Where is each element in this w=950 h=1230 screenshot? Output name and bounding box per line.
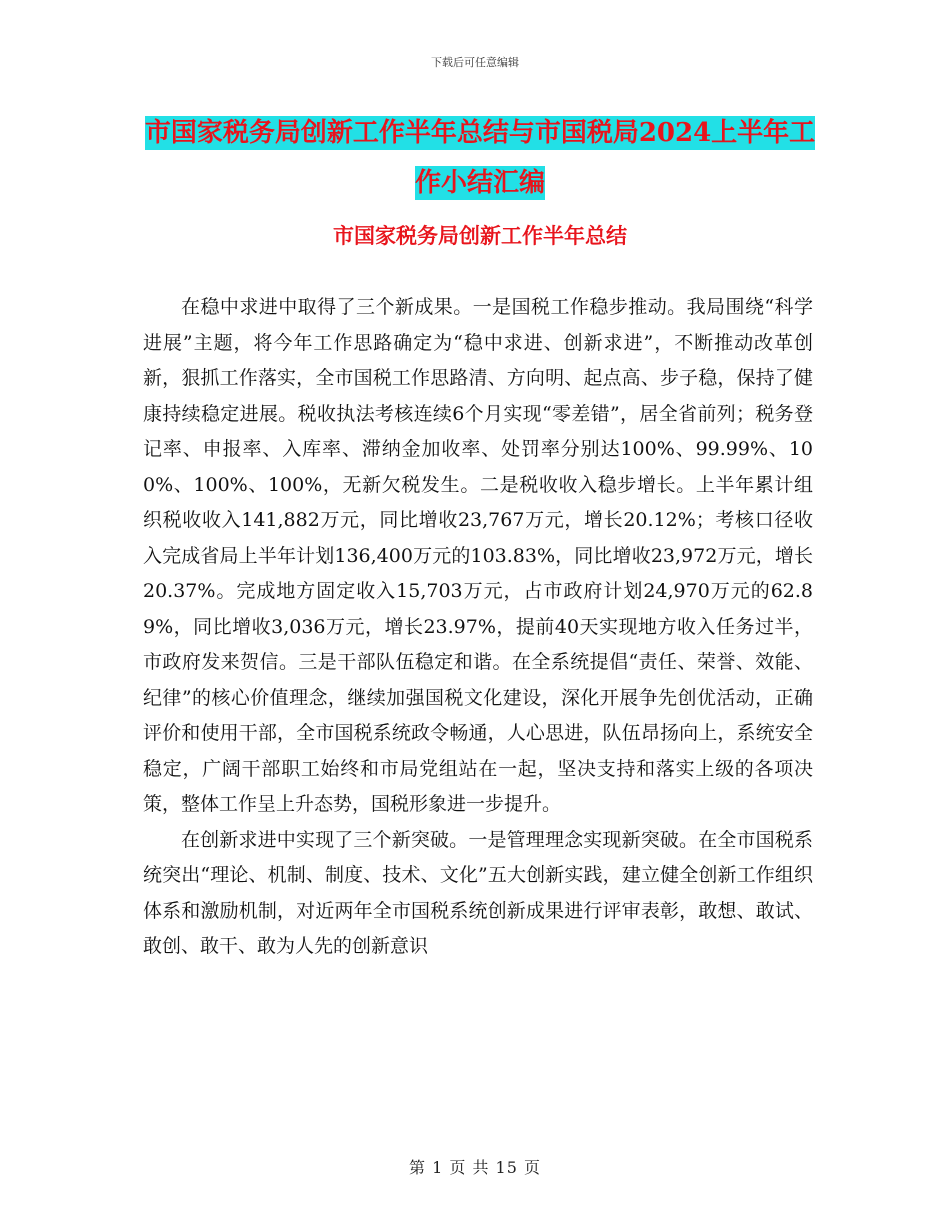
page-header: 下载后可任意编辑 bbox=[431, 56, 519, 69]
document-title-text: 市国家税务局创新工作半年总结与市国税局2024上半年工作小结汇编 bbox=[144, 118, 816, 198]
paragraph: 在稳中求进中取得了三个新成果。一是国税工作稳步推动。我局围绕“科学进展”主题，将今年工作思路确定为“稳中求进、创新求进”，不断推动改革创新，狠抓工作落实，全市国税工作思路清、方向明、起点高、步子稳，保持了健康持续稳定进展。税收执法考核连续6个月实现“零差错”，居全省前列；税务登记率、申报率、入库率、滞纳金加收率、处罚率分别达100%、99.99%、100%、100%、100%，无新欠税发生。二是税收收入稳步增长。上半年累计组织税收收入141,882万元，同比增收23,767万元，增长20.12%；考核口径收入完成省局上半年计划136,400万元的103.83%，同比增收23,972万元，增长20.37%。完成地方固定收入15,703万元，占市政府计划24,970万元的62.89%，同比增收3,036万元，增长23.97%，提前40天实现地方收入任务过半，市政府发来贺信。三是干部队伍稳定和谐。在全系统提倡“责任、荣誉、效能、纪律”的核心价值理念，继续加强国税文化建设，深化开展争先创优活动，正确评价和使用干部，全市国税系统政令畅通，人心思进，队伍昂扬向上，系统安全稳定，广阔干部职工始终和市局党组站在一起，坚决支持和落实上级的各项决策，整体工作呈上升态势，国税形象进一步提升。 bbox=[143, 296, 813, 815]
page-footer: 第 1 页 共 15 页 bbox=[409, 1158, 541, 1177]
document-title bbox=[140, 108, 820, 208]
paragraph: 在创新求进中实现了三个新突破。一是管理理念实现新突破。在全市国税系统突出“理论、机制、制度、技术、文化”五大创新实践，建立健全创新工作组织体系和激励机制，对近两年全市国税系统创新成果进行评审表彰，敢想、敢试、敢创、敢干、敢为人先的创新意识 bbox=[143, 828, 813, 957]
section-title: 市国家税务局创新工作半年总结 bbox=[333, 223, 627, 248]
document-body bbox=[143, 290, 813, 965]
